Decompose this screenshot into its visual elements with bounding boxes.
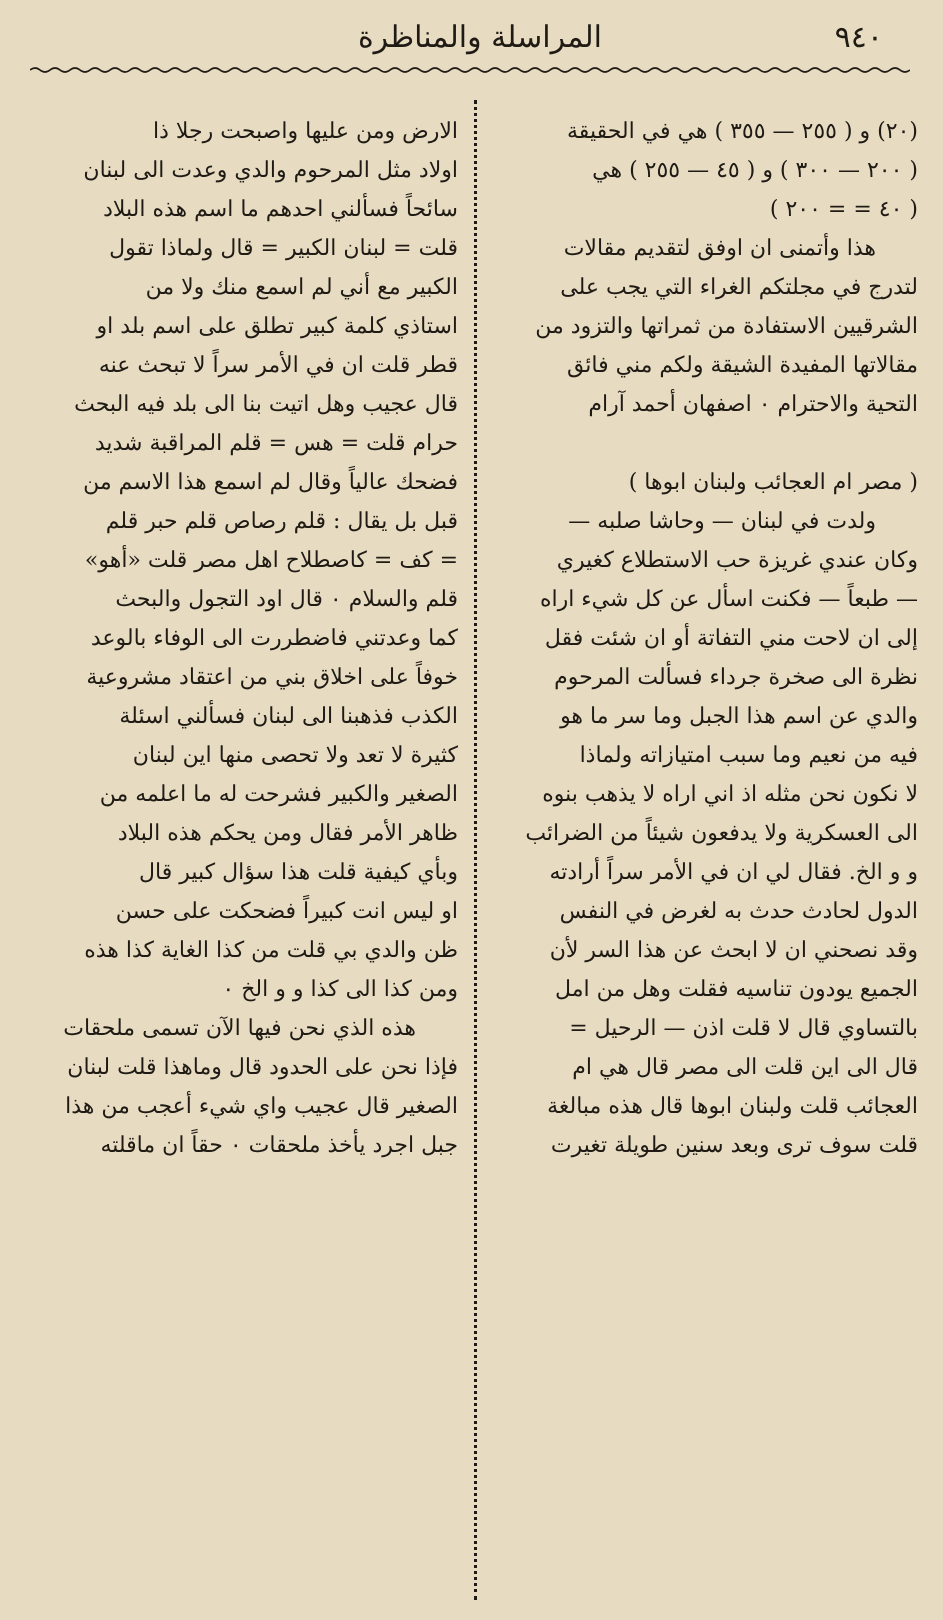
text-line: الارض ومن عليها واصبحت رجلا ذا: [152, 119, 458, 144]
text-line: العجائب قلت ولبنان ابوها قال هذه مبالغة: [547, 1094, 918, 1119]
text-line: = كف = كاصطلاح اهل مصر قلت «أهو»: [84, 548, 458, 573]
text-line: الشرقيين الاستفادة من ثمراتها والتزود من: [535, 314, 918, 339]
text-line: وبأي كيفية قلت هذا سؤال كبير قال: [139, 860, 458, 885]
text-line: حرام قلت = هس = قلم المراقبة شديد: [94, 431, 458, 456]
text-line: (٢٠) و ( ٢٥٥ — ٣٥٥ ) هي في الحقيقة: [567, 119, 918, 144]
text-line: التحية والاحترام ٠ اصفهان أحمد آرام: [588, 392, 918, 417]
right-column: [490, 112, 918, 1165]
page-number: ٩٤٠: [834, 20, 883, 55]
text-line: الكبير مع أني لم اسمع منك ولا من: [145, 275, 458, 300]
text-line: سائحاً فسألني احدهم ما اسم هذه البلاد: [103, 197, 458, 222]
column-divider: [474, 100, 477, 1600]
text-line: قبل بل يقال : قلم رصاص قلم حبر قلم: [105, 509, 458, 534]
text-line: قلت سوف ترى وبعد سنين طويلة تغيرت: [550, 1133, 918, 1158]
page-header: [0, 10, 943, 70]
text-line: فضحك عالياً وقال لم اسمع هذا الاسم من: [83, 470, 458, 495]
text-line: الصغير قال عجيب واي شيء أعجب من هذا: [65, 1094, 458, 1119]
text-line: قلم والسلام ٠ قال اود التجول والبحث: [115, 587, 458, 612]
text-line: فإذا نحن على الحدود قال وماهذا قلت لبنان: [67, 1055, 458, 1080]
text-line: لتدرج في مجلتكم الغراء التي يجب على: [560, 275, 918, 300]
text-line: هذا وأتمنى ان اوفق لتقديم مقالات: [563, 236, 876, 261]
text-line: مقالاتها المفيدة الشيقة ولكم مني فائق: [566, 353, 918, 378]
section-heading: ( مصر ام العجائب ولبنان ابوها ): [628, 470, 918, 495]
left-column: [30, 112, 458, 1165]
text-line: خوفاً على اخلاق بني من اعتقاد مشروعية: [86, 665, 458, 690]
text-line: قال عجيب وهل اتيت بنا الى بلد فيه البحث: [74, 392, 458, 417]
text-line: فيه من نعيم وما سبب امتيازاته ولماذا: [579, 743, 918, 768]
text-line: كثيرة لا تعد ولا تحصى منها اين لبنان: [132, 743, 458, 768]
text-line: ظاهر الأمر فقال ومن يحكم هذه البلاد: [117, 821, 458, 846]
text-line: ( ٢٠٠ — ٣٠٠ ) و ( ٤٥ — ٢٥٥ ) هي: [592, 158, 918, 183]
text-line: هذه الذي نحن فيها الآن تسمى ملحقات: [63, 1016, 416, 1041]
text-line: قال الى اين قلت الى مصر قال هي ام: [572, 1055, 918, 1080]
text-line: كما وعدتني فاضطررت الى الوفاء بالوعد: [90, 626, 458, 651]
text-line: ولدت في لبنان — وحاشا صلبه —: [568, 509, 876, 534]
text-line: استاذي كلمة كبير تطلق على اسم بلد او: [96, 314, 458, 339]
text-line: اولاد مثل المرحوم والدي وعدت الى لبنان: [83, 158, 458, 183]
text-line: ( ٤٠ = = ٢٠٠ ): [769, 197, 918, 222]
header-rule: [30, 66, 910, 74]
text-line: قلت = لبنان الكبير = قال ولماذا تقول: [109, 236, 458, 261]
paragraph-gap: [490, 424, 918, 463]
text-line: الدول لحادث حدث به لغرض في النفس: [559, 899, 918, 924]
text-line: بالتساوي قال لا قلت اذن — الرحيل =: [569, 1016, 918, 1041]
running-title: المراسلة والمناظرة: [357, 20, 603, 55]
text-line: ظن والدي بي قلت من كذا الغاية كذا هذه: [84, 938, 458, 963]
text-line: — طبعاً — فكنت اسأل عن كل شيء اراه: [539, 587, 918, 612]
text-line: والدي عن اسم هذا الجبل وما سر ما هو: [560, 704, 918, 729]
text-line: الى العسكرية ولا يدفعون شيئاً من الضرائب: [525, 821, 918, 846]
text-line: لا نكون نحن مثله اذ اني اراه لا يذهب بنوه: [542, 782, 918, 807]
text-line: وقد نصحني ان لا ابحث عن هذا السر لأن: [549, 938, 918, 963]
text-line: الكذب فذهبنا الى لبنان فسألني اسئلة: [119, 704, 458, 729]
text-line: الجميع يودون تناسيه فقلت وهل من امل: [555, 977, 918, 1002]
text-line: قطر قلت ان في الأمر سراً لا تبحث عنه: [98, 353, 458, 378]
text-line: او ليس انت كبيراً فضحكت على حسن: [115, 899, 458, 924]
text-line: ومن كذا الى كذا و و الخ ٠: [222, 977, 458, 1002]
text-line: الصغير والكبير فشرحت له ما اعلمه من: [99, 782, 458, 807]
text-line: وكان عندي غريزة حب الاستطلاع كغيري: [556, 548, 918, 573]
text-line: نظرة الى صخرة جرداء فسألت المرحوم: [554, 665, 918, 690]
text-line: إلى ان لاحت مني التفاتة أو ان شئت فقل: [544, 626, 918, 651]
text-line: جبل اجرد يأخذ ملحقات ٠ حقاً ان ماقلته: [100, 1133, 458, 1158]
text-line: و و الخ. فقال لي ان في الأمر سراً أرادته: [549, 860, 918, 885]
